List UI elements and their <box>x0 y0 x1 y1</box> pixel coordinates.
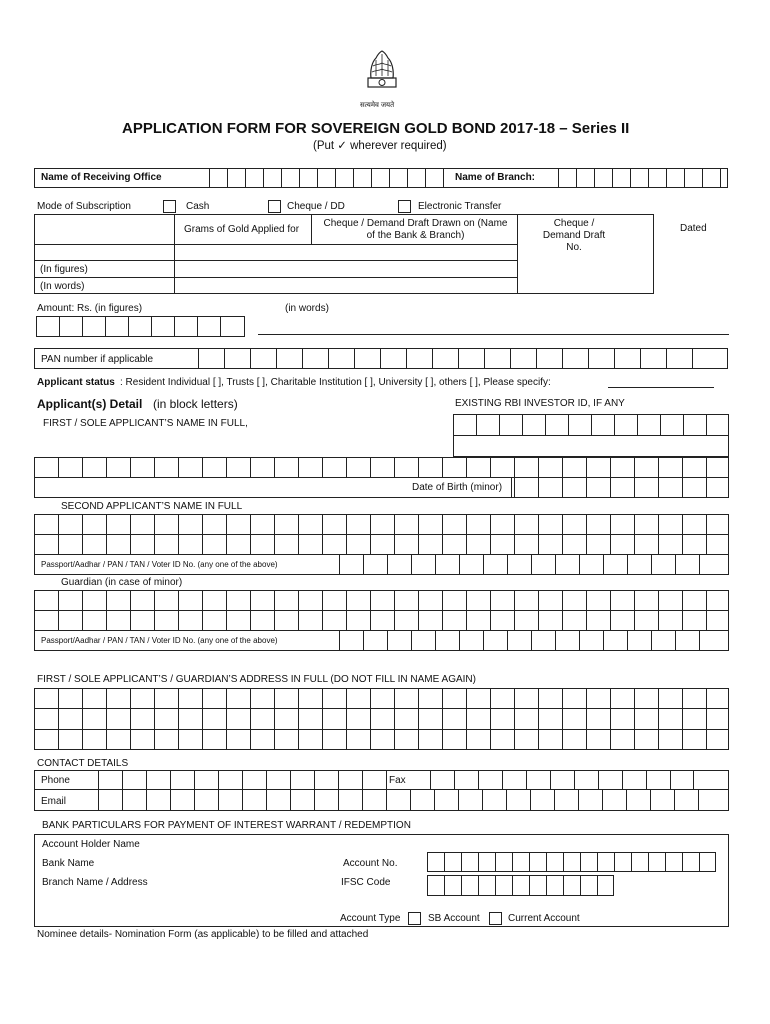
national-emblem-icon <box>362 48 402 98</box>
cash-label: Cash <box>186 201 210 212</box>
in-words-label: (In words) <box>40 281 85 292</box>
account-no-boxes[interactable] <box>427 852 716 872</box>
branch-label: Name of Branch: <box>455 172 536 183</box>
grams-label: Grams of Gold Applied for <box>184 224 300 235</box>
applicant-detail-heading: Applicant(s) Detail <box>37 397 143 411</box>
guardian-id-boxes[interactable] <box>339 631 729 651</box>
phone-label: Phone <box>41 775 70 786</box>
please-specify-line[interactable] <box>608 387 714 388</box>
receiving-office-label: Name of Receiving Office <box>41 172 162 183</box>
ifsc-label: IFSC Code <box>341 877 391 888</box>
dd-no-label: Cheque / Demand Draft No. <box>542 218 606 253</box>
email-row[interactable] <box>34 790 729 811</box>
guardian-label: Guardian (in case of minor) <box>61 577 183 588</box>
second-applicant-label: SECOND APPLICANT’S NAME IN FULL <box>61 501 243 512</box>
amount-figures-label: Amount: Rs. (in figures) <box>37 303 143 314</box>
form-subtitle: (Put ✓ wherever required) <box>313 140 447 152</box>
current-account-label: Current Account <box>508 913 580 924</box>
applicant-status-label: Applicant status <box>37 377 115 388</box>
contact-heading: CONTACT DETAILS <box>37 758 129 769</box>
applicant-status-options: : Resident Individual [ ], Trusts [ ], Charitable Institution [ ], University [ ], others [ ], Please specify: <box>120 377 551 388</box>
account-holder-label: Account Holder Name <box>42 839 140 850</box>
cheque-dd-label: Cheque / DD <box>287 201 345 212</box>
second-applicant-id-boxes[interactable] <box>339 555 729 575</box>
electronic-transfer-checkbox[interactable] <box>398 200 411 213</box>
bank-name-label: Bank Name <box>42 858 95 869</box>
fax-label: Fax <box>389 775 406 786</box>
sb-account-label: SB Account <box>428 913 480 924</box>
amount-words-line[interactable] <box>258 334 729 335</box>
nominee-details-text: Nominee details- Nomination Form (as applicable) to be filled and attached <box>37 929 369 940</box>
id-label-1: Passport/Aadhar / PAN / TAN / Voter ID No. (any one of the above) <box>41 560 278 569</box>
email-label: Email <box>41 796 67 807</box>
rbi-investor-id-label: EXISTING RBI INVESTOR ID, IF ANY <box>455 398 625 409</box>
account-no-label: Account No. <box>343 858 398 869</box>
ifsc-boxes[interactable] <box>427 875 614 896</box>
address-label: FIRST / SOLE APPLICANT’S / GUARDIAN’S ADDRESS IN FULL (DO NOT FILL IN NAME AGAIN) <box>37 674 476 685</box>
form-title: APPLICATION FORM FOR SOVEREIGN GOLD BOND 2017-18 – Series II <box>122 120 630 137</box>
electronic-transfer-label: Electronic Transfer <box>418 201 502 212</box>
address-boxes[interactable] <box>34 688 729 750</box>
emblem-motto: सत्यमेव जयते <box>360 102 395 109</box>
bank-heading: BANK PARTICULARS FOR PAYMENT OF INTEREST WARRANT / REDEMPTION <box>42 820 411 831</box>
in-figures-label: (In figures) <box>40 264 88 275</box>
mode-of-subscription-label: Mode of Subscription <box>37 201 131 212</box>
branch-name-label: Branch Name / Address <box>42 877 148 888</box>
drawn-on-label: Cheque / Demand Draft Drawn on (Name of the Bank & Branch) <box>323 218 508 241</box>
amount-figures-boxes[interactable] <box>36 316 245 337</box>
current-account-checkbox[interactable] <box>489 912 502 925</box>
dated-label: Dated <box>680 223 707 234</box>
sb-account-checkbox[interactable] <box>408 912 421 925</box>
dob-label: Date of Birth (minor) <box>412 482 503 493</box>
pan-label: PAN number if applicable <box>41 354 154 365</box>
id-label-2: Passport/Aadhar / PAN / TAN / Voter ID No. (any one of the above) <box>41 636 278 645</box>
first-applicant-label: FIRST / SOLE APPLICANT’S NAME IN FULL, <box>43 418 248 429</box>
amount-words-label: (in words) <box>285 303 329 314</box>
cheque-dd-checkbox[interactable] <box>268 200 281 213</box>
account-type-label: Account Type <box>340 913 401 924</box>
applicant-detail-note: (in block letters) <box>153 397 238 411</box>
phone-row[interactable] <box>34 770 729 790</box>
cash-checkbox[interactable] <box>163 200 176 213</box>
